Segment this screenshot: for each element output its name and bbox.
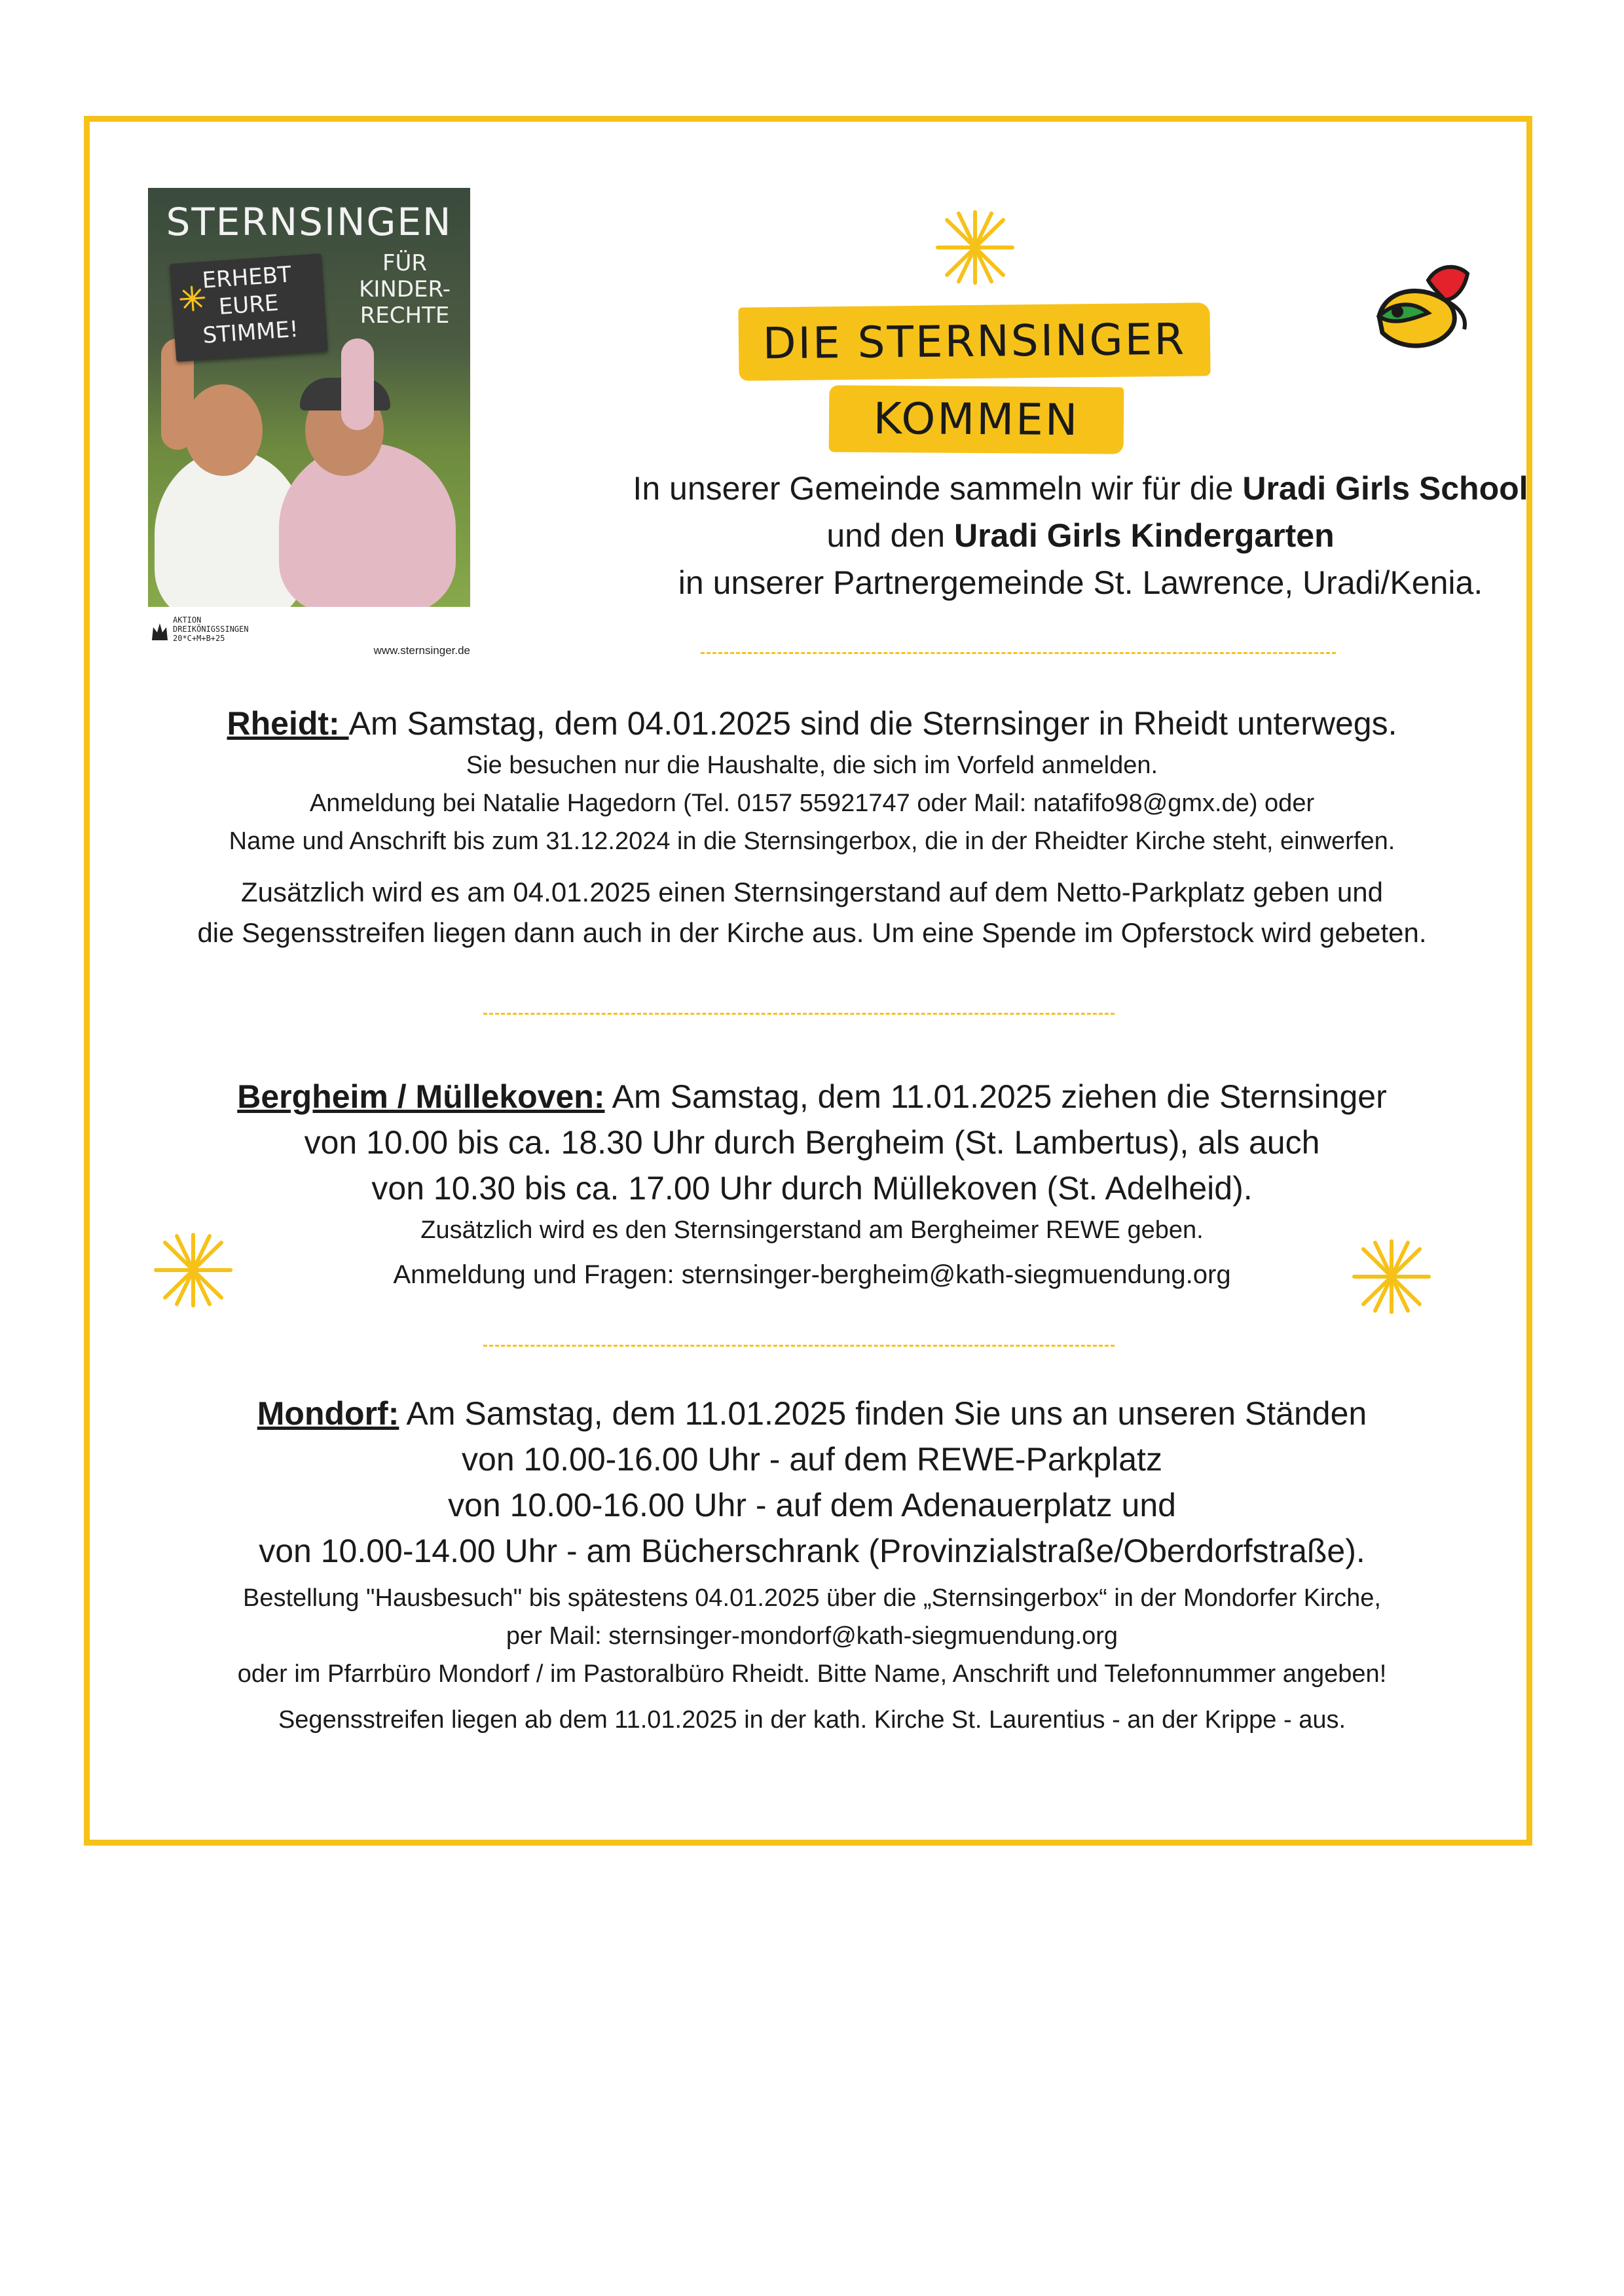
section-bergheim bbox=[131, 1074, 1493, 1294]
headline-line2: KOMMEN bbox=[829, 385, 1124, 454]
mondorf-line2: von 10.00-16.00 Uhr - auf dem Adenauerplatz und bbox=[448, 1487, 1176, 1523]
sternsingen-poster bbox=[148, 188, 470, 663]
bergheim-heading: Bergheim / Müllekoven: bbox=[237, 1078, 605, 1115]
mondorf-line7: Segensstreifen liegen ab dem 11.01.2025 in der kath. Kirche St. Laurentius - an der Krippe - aus. bbox=[278, 1706, 1346, 1734]
rheidt-lead-line bbox=[131, 701, 1493, 746]
mondorf-line3: von 10.00-14.00 Uhr - am Bücherschrank (Provinzialstraße/Oberdorfstraße). bbox=[259, 1533, 1365, 1569]
poster-footer bbox=[148, 610, 470, 663]
divider bbox=[701, 652, 1336, 654]
poster-sign-text bbox=[170, 259, 327, 352]
spacer bbox=[131, 1574, 1493, 1579]
bergheim-line2: von 10.30 bis ca. 17.00 Uhr durch Müllekoven (St. Adelheid). bbox=[371, 1170, 1253, 1207]
sign-line2: EURE bbox=[217, 289, 280, 321]
mondorf-line1: von 10.00-16.00 Uhr - auf dem REWE-Parkplatz bbox=[462, 1441, 1162, 1478]
poster-chalkboard-sign bbox=[170, 253, 328, 362]
mondorf-lead-line bbox=[131, 1391, 1493, 1436]
bergheim-line3: Zusätzlich wird es den Sternsingerstand am Bergheimer REWE geben. bbox=[420, 1216, 1204, 1244]
footer-logo-line3: 20*C+M+B+25 bbox=[173, 634, 225, 643]
intro-line1-text: In unserer Gemeinde sammeln wir für die bbox=[633, 470, 1243, 507]
intro-line2-text: und den bbox=[826, 517, 954, 554]
sign-line1: ERHEBT bbox=[201, 261, 293, 294]
rheidt-line3: Name und Anschrift bis zum 31.12.2024 in die Sternsingerbox, die in der Rheidter Kirche steht, einwerfen. bbox=[229, 828, 1395, 855]
crown-logo-icon bbox=[149, 618, 170, 642]
bergheim-lead: Am Samstag, dem 11.01.2025 ziehen die Sternsinger bbox=[604, 1078, 1387, 1115]
spacer bbox=[131, 860, 1493, 872]
mondorf-heading: Mondorf: bbox=[257, 1395, 399, 1432]
poster-rechte: RECHTE bbox=[360, 302, 450, 329]
bergheim-line4: Anmeldung und Fragen: sternsinger-bergheim@kath-siegmuendung.org bbox=[393, 1260, 1231, 1289]
mondorf-lead: Am Samstag, dem 11.01.2025 finden Sie uns an unseren Ständen bbox=[399, 1395, 1367, 1432]
spacer bbox=[131, 1249, 1493, 1256]
poster-photo bbox=[148, 188, 470, 607]
poster-kinder: KINDER- bbox=[359, 276, 451, 302]
intro-line2 bbox=[524, 512, 1624, 559]
mondorf-line5: per Mail: sternsinger-mondorf@kath-siegmuendung.org bbox=[506, 1622, 1118, 1650]
intro-text bbox=[524, 465, 1624, 606]
person-right-body bbox=[279, 443, 456, 607]
divider bbox=[483, 1013, 1115, 1015]
mondorf-line6: oder im Pfarrbüro Mondorf / im Pastoralbüro Rheidt. Bitte Name, Anschrift und Telefonnummer angeben! bbox=[237, 1660, 1387, 1688]
bergheim-line1: von 10.00 bis ca. 18.30 Uhr durch Bergheim (St. Lambertus), als auch bbox=[304, 1124, 1320, 1161]
poster-url: www.sternsinger.de bbox=[373, 644, 470, 657]
rheidt-line2: Anmeldung bei Natalie Hagedorn (Tel. 0157 55921747 oder Mail: natafifo98@gmx.de) oder bbox=[309, 790, 1315, 817]
person-right-arm bbox=[341, 338, 374, 430]
sign-line3: STIMME! bbox=[202, 316, 299, 349]
intro-line1 bbox=[524, 465, 1624, 512]
poster-subtitle bbox=[359, 250, 451, 329]
footer-logo-line1: AKTION bbox=[173, 615, 202, 625]
section-mondorf bbox=[131, 1391, 1493, 1739]
star-icon bbox=[151, 1231, 236, 1309]
rheidt-line1: Sie besuchen nur die Haushalte, die sich im Vorfeld anmelden. bbox=[466, 752, 1158, 779]
rheidt-line5: die Segensstreifen liegen dann auch in der Kirche aus. Um eine Spende im Opferstock wird gebeten. bbox=[197, 917, 1427, 948]
fish-logo-icon bbox=[1366, 254, 1473, 359]
divider bbox=[483, 1345, 1115, 1347]
star-icon bbox=[932, 208, 1018, 287]
rheidt-heading: Rheidt: bbox=[227, 705, 349, 742]
section-rheidt bbox=[131, 701, 1493, 953]
intro-line2-bold: Uradi Girls Kindergarten bbox=[953, 517, 1335, 554]
spacer bbox=[131, 1693, 1493, 1701]
mondorf-line4: Bestellung "Hausbesuch" bis spätestens 04.01.2025 über die „Sternsingerbox“ in der Mondorfer Kirche, bbox=[243, 1584, 1381, 1612]
rheidt-line4: Zusätzlich wird es am 04.01.2025 einen Sternsingerstand auf dem Netto-Parkplatz geben und bbox=[240, 877, 1384, 907]
bergheim-lead-line bbox=[131, 1074, 1493, 1120]
poster-fuer: FÜR bbox=[382, 250, 428, 276]
star-icon bbox=[1349, 1237, 1434, 1316]
rheidt-lead: Am Samstag, dem 04.01.2025 sind die Sternsinger in Rheidt unterwegs. bbox=[348, 705, 1397, 742]
footer-logo-line2: DREIKÖNIGSSINGEN bbox=[173, 625, 249, 634]
intro-line1-bold: Uradi Girls School bbox=[1242, 470, 1528, 507]
person-left-head bbox=[184, 384, 263, 476]
intro-line3: in unserer Partnergemeinde St. Lawrence, Uradi/Kenia. bbox=[678, 564, 1483, 601]
poster-title: STERNSINGEN bbox=[166, 200, 452, 244]
poster-footer-logo-text bbox=[173, 615, 249, 643]
headline-line1: DIE STERNSINGER bbox=[738, 302, 1210, 381]
